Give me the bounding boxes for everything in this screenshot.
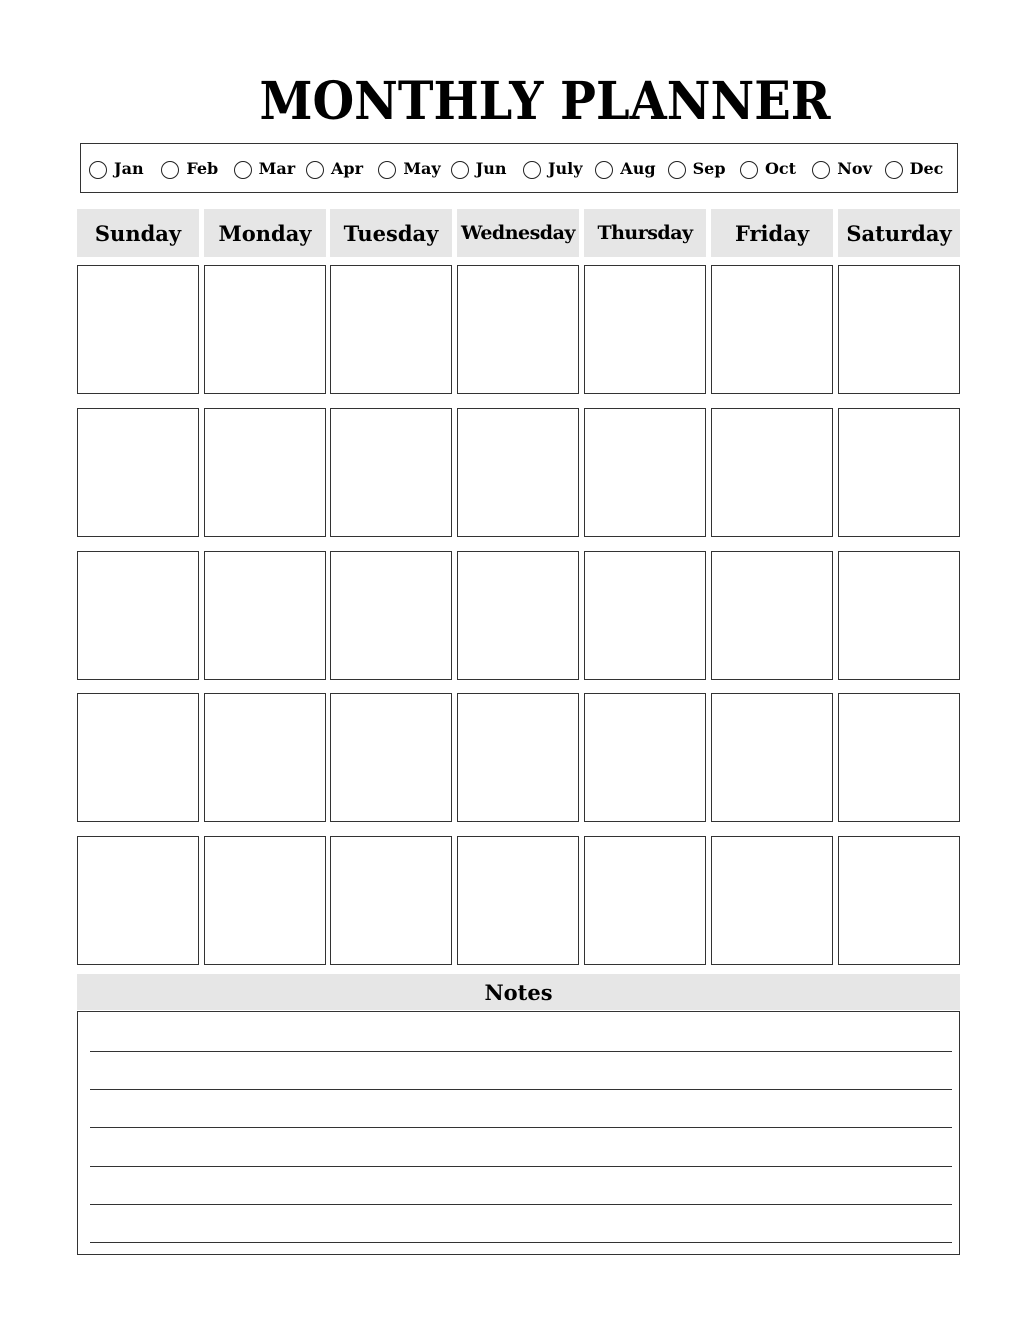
radio-circle-icon[interactable] bbox=[595, 161, 613, 179]
note-line[interactable] bbox=[90, 1166, 952, 1167]
month-label: May bbox=[403, 158, 441, 178]
day-label: Friday bbox=[734, 220, 810, 246]
radio-circle-icon[interactable] bbox=[306, 161, 324, 179]
day-cell[interactable] bbox=[457, 551, 579, 680]
day-header-thursday bbox=[584, 209, 706, 257]
notes-header bbox=[77, 974, 960, 1010]
month-label: Jan bbox=[114, 158, 144, 178]
radio-circle-icon[interactable] bbox=[885, 161, 903, 179]
day-header-monday bbox=[204, 209, 326, 257]
day-cell[interactable] bbox=[204, 693, 326, 822]
month-option-dec[interactable] bbox=[885, 157, 957, 179]
day-cell[interactable] bbox=[711, 693, 833, 822]
page-title: MONTHLY PLANNER bbox=[259, 71, 831, 132]
day-cell[interactable] bbox=[204, 551, 326, 680]
month-label: Oct bbox=[764, 158, 797, 178]
day-label: Thursday bbox=[597, 222, 693, 244]
day-header-tuesday bbox=[330, 209, 452, 257]
day-cell[interactable] bbox=[77, 836, 199, 965]
radio-circle-icon[interactable] bbox=[161, 161, 179, 179]
day-cell[interactable] bbox=[204, 265, 326, 394]
day-label: Wednesday bbox=[461, 222, 575, 244]
day-header-friday bbox=[711, 209, 833, 257]
radio-circle-icon[interactable] bbox=[812, 161, 830, 179]
month-label: Apr bbox=[330, 158, 364, 178]
month-option-mar[interactable] bbox=[234, 157, 306, 179]
day-cell[interactable] bbox=[584, 693, 706, 822]
month-label: Feb bbox=[186, 158, 219, 178]
day-header-saturday bbox=[838, 209, 960, 257]
day-cell[interactable] bbox=[330, 693, 452, 822]
month-label: July bbox=[547, 158, 583, 178]
month-label: Mar bbox=[258, 158, 296, 178]
month-option-nov[interactable] bbox=[812, 157, 884, 179]
day-cell[interactable] bbox=[77, 693, 199, 822]
month-option-may[interactable] bbox=[378, 157, 450, 179]
day-cell[interactable] bbox=[77, 265, 199, 394]
day-header-sunday bbox=[77, 209, 199, 257]
day-cell[interactable] bbox=[584, 408, 706, 537]
day-cell[interactable] bbox=[711, 551, 833, 680]
note-line[interactable] bbox=[90, 1204, 952, 1205]
notes-area[interactable] bbox=[77, 1011, 960, 1255]
day-cell[interactable] bbox=[330, 265, 452, 394]
month-option-sep[interactable] bbox=[668, 157, 740, 179]
day-cell[interactable] bbox=[584, 551, 706, 680]
month-option-apr[interactable] bbox=[306, 157, 378, 179]
note-line[interactable] bbox=[90, 1242, 952, 1243]
month-selector bbox=[80, 143, 958, 193]
month-option-july[interactable] bbox=[523, 157, 595, 179]
radio-circle-icon[interactable] bbox=[523, 161, 541, 179]
day-cell[interactable] bbox=[330, 836, 452, 965]
day-label: Monday bbox=[218, 220, 312, 246]
day-cell[interactable] bbox=[457, 836, 579, 965]
day-cell[interactable] bbox=[330, 551, 452, 680]
note-line[interactable] bbox=[90, 1089, 952, 1090]
day-cell[interactable] bbox=[77, 408, 199, 537]
day-cell[interactable] bbox=[457, 265, 579, 394]
day-cell[interactable] bbox=[330, 408, 452, 537]
day-cell[interactable] bbox=[838, 836, 960, 965]
radio-circle-icon[interactable] bbox=[234, 161, 252, 179]
notes-label: Notes bbox=[484, 979, 553, 1005]
day-cell[interactable] bbox=[457, 693, 579, 822]
radio-circle-icon[interactable] bbox=[451, 161, 469, 179]
day-cell[interactable] bbox=[457, 408, 579, 537]
day-label: Tuesday bbox=[343, 220, 439, 246]
day-cell[interactable] bbox=[838, 265, 960, 394]
month-option-aug[interactable] bbox=[595, 157, 667, 179]
day-cell[interactable] bbox=[584, 265, 706, 394]
radio-circle-icon[interactable] bbox=[89, 161, 107, 179]
month-option-jun[interactable] bbox=[451, 157, 523, 179]
day-label: Saturday bbox=[846, 220, 952, 246]
day-cell[interactable] bbox=[711, 836, 833, 965]
day-cell[interactable] bbox=[711, 408, 833, 537]
day-cell[interactable] bbox=[711, 265, 833, 394]
day-cell[interactable] bbox=[838, 693, 960, 822]
month-label: Aug bbox=[620, 158, 656, 178]
radio-circle-icon[interactable] bbox=[668, 161, 686, 179]
day-cell[interactable] bbox=[584, 836, 706, 965]
note-line[interactable] bbox=[90, 1051, 952, 1052]
day-cell[interactable] bbox=[204, 408, 326, 537]
month-option-feb[interactable] bbox=[161, 157, 233, 179]
day-header-wednesday bbox=[457, 209, 579, 257]
radio-circle-icon[interactable] bbox=[378, 161, 396, 179]
day-cell[interactable] bbox=[204, 836, 326, 965]
day-label: Sunday bbox=[94, 220, 182, 246]
month-label: Dec bbox=[909, 158, 944, 178]
day-cell[interactable] bbox=[77, 551, 199, 680]
radio-circle-icon[interactable] bbox=[740, 161, 758, 179]
note-line[interactable] bbox=[90, 1127, 952, 1128]
day-cell[interactable] bbox=[838, 408, 960, 537]
month-label: Jun bbox=[475, 158, 507, 178]
day-cell[interactable] bbox=[838, 551, 960, 680]
month-option-jan[interactable] bbox=[89, 157, 161, 179]
month-label: Nov bbox=[837, 158, 872, 178]
month-option-oct[interactable] bbox=[740, 157, 812, 179]
month-label: Sep bbox=[692, 158, 726, 178]
